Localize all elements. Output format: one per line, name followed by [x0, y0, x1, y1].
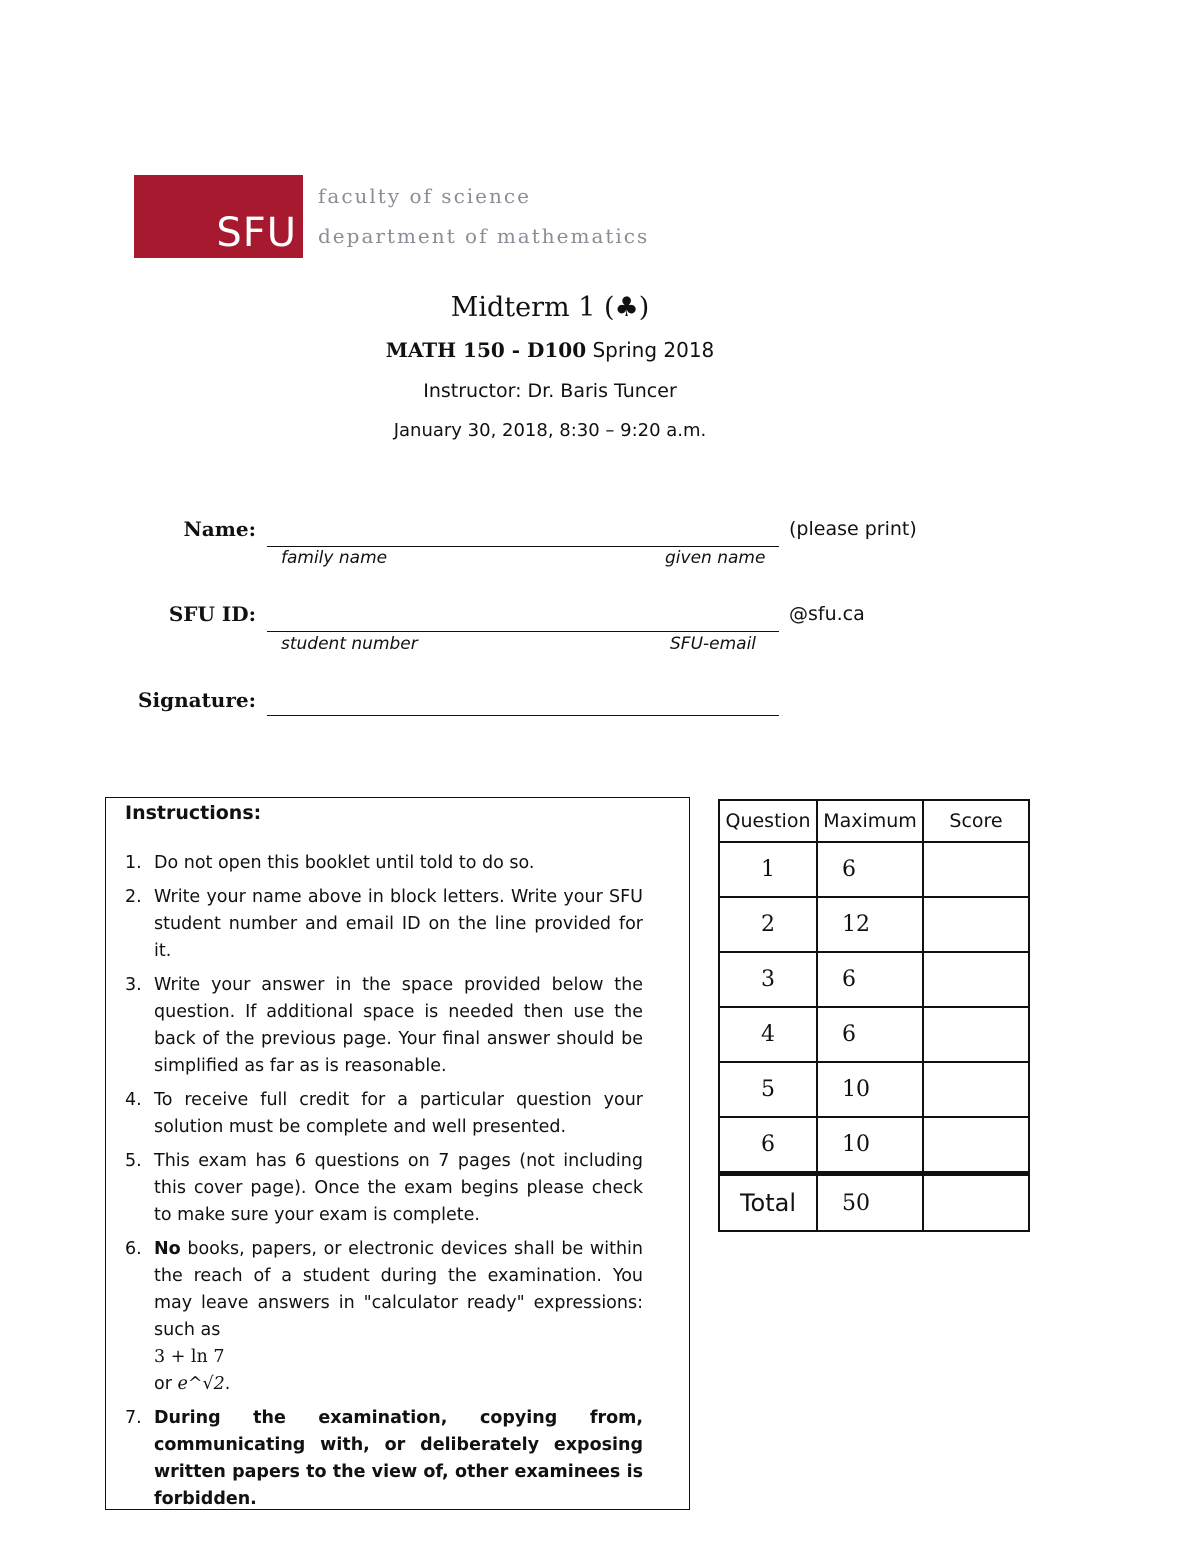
instruction-number: 5. [125, 1151, 142, 1171]
score-table [718, 799, 1030, 1232]
score-cell[interactable] [923, 1117, 1029, 1174]
question-cell: 5 [719, 1062, 817, 1117]
sfu-id-label: SFU ID: [168, 602, 256, 626]
instruction-item [125, 1087, 643, 1141]
family-name-caption: family name [281, 548, 388, 568]
header-maximum: Maximum [817, 800, 923, 842]
instructor-line: Instructor: Dr. Baris Tuncer [423, 380, 677, 402]
faculty-name: faculty of science [318, 184, 531, 208]
instruction-text: During the examination, copying from, communicating with, or deliberately exposing written papers to the view of, other examinees is forbidden. [154, 1408, 643, 1509]
instruction-text: Write your answer in the space provided below the question. If additional space is needed then use the back of the previous page. Your final answer should be simplified as far as is reasonable. [154, 975, 643, 1076]
total-row [719, 1174, 1029, 1232]
table-row [719, 842, 1029, 897]
maximum-cell: 6 [817, 1007, 923, 1062]
instruction-text-body: books, papers, or electronic devices shall be within the reach of a student during the examination. You may leave answers in "calculator ready" expressions: such as [154, 1239, 643, 1340]
instruction-text-body: . [224, 1374, 231, 1394]
instruction-number: 4. [125, 1090, 142, 1110]
header-question: Question [719, 800, 817, 842]
instruction-text-body: or [154, 1374, 178, 1394]
name-suffix: (please print) [789, 518, 917, 540]
score-cell[interactable] [923, 842, 1029, 897]
name-field-line [267, 546, 779, 547]
course-term: Spring 2018 [592, 338, 715, 362]
score-cell[interactable] [923, 1007, 1029, 1062]
instruction-number: 6. [125, 1239, 142, 1259]
department-name: department of mathematics [318, 224, 650, 248]
instruction-text: To receive full credit for a particular question your solution must be complete and well presented. [154, 1090, 643, 1137]
table-row [719, 1007, 1029, 1062]
student-number-caption: student number [281, 634, 418, 654]
sfu-email-suffix: @sfu.ca [789, 603, 865, 625]
maximum-cell: 6 [817, 842, 923, 897]
question-cell: 6 [719, 1117, 817, 1174]
instruction-number: 2. [125, 887, 142, 907]
instructions-list [125, 850, 643, 1520]
signature-label: Signature: [138, 688, 256, 712]
instruction-item [125, 972, 643, 1080]
score-cell[interactable] [923, 897, 1029, 952]
sfu-logo [134, 175, 303, 258]
table-row [719, 952, 1029, 1007]
instruction-text [154, 1236, 643, 1398]
question-cell: 2 [719, 897, 817, 952]
signature-field-line [267, 715, 779, 716]
instruction-item [125, 850, 643, 877]
sfu-id-field-line [267, 631, 779, 632]
exam-title: Midterm 1 (♣) [450, 292, 650, 323]
total-maximum: 50 [817, 1174, 923, 1232]
score-cell[interactable] [923, 1062, 1029, 1117]
header-score: Score [923, 800, 1029, 842]
maximum-cell: 10 [817, 1117, 923, 1174]
total-label: Total [719, 1174, 817, 1232]
instruction-number: 1. [125, 853, 142, 873]
maximum-cell: 6 [817, 952, 923, 1007]
math-expression: e^√2 [177, 1374, 225, 1394]
course-line [0, 338, 1100, 362]
course-code: MATH 150 - D100 [385, 338, 587, 362]
instruction-item [125, 884, 643, 965]
exam-date: January 30, 2018, 8:30 – 9:20 a.m. [393, 420, 707, 441]
instruction-text: Do not open this booklet until told to do so. [154, 853, 535, 873]
question-cell: 3 [719, 952, 817, 1007]
table-row [719, 1117, 1029, 1174]
question-cell: 1 [719, 842, 817, 897]
table-row [719, 897, 1029, 952]
instruction-number: 7. [125, 1408, 142, 1428]
total-score-cell[interactable] [923, 1174, 1029, 1232]
maximum-cell: 12 [817, 897, 923, 952]
table-row [719, 1062, 1029, 1117]
instruction-item [125, 1405, 643, 1513]
score-cell[interactable] [923, 952, 1029, 1007]
question-cell: 4 [719, 1007, 817, 1062]
instruction-emphasis: No [154, 1239, 181, 1259]
instruction-item [125, 1236, 643, 1398]
instruction-item [125, 1148, 643, 1229]
sfu-email-caption: SFU-email [670, 634, 757, 654]
instruction-number: 3. [125, 975, 142, 995]
instruction-text: Write your name above in block letters. Write your SFU student number and email ID on the line provided for it. [154, 887, 643, 961]
maximum-cell: 10 [817, 1062, 923, 1117]
score-table-header [719, 800, 1029, 842]
instruction-text: This exam has 6 questions on 7 pages (not including this cover page). Once the exam begins please check to make sure your exam is complete. [154, 1151, 643, 1225]
given-name-caption: given name [665, 548, 766, 568]
instructions-box [105, 797, 690, 1510]
logo-text: SFU [216, 210, 297, 256]
name-label: Name: [183, 517, 256, 541]
instructions-heading: Instructions: [125, 802, 262, 824]
math-expression: 3 + ln 7 [154, 1347, 225, 1367]
